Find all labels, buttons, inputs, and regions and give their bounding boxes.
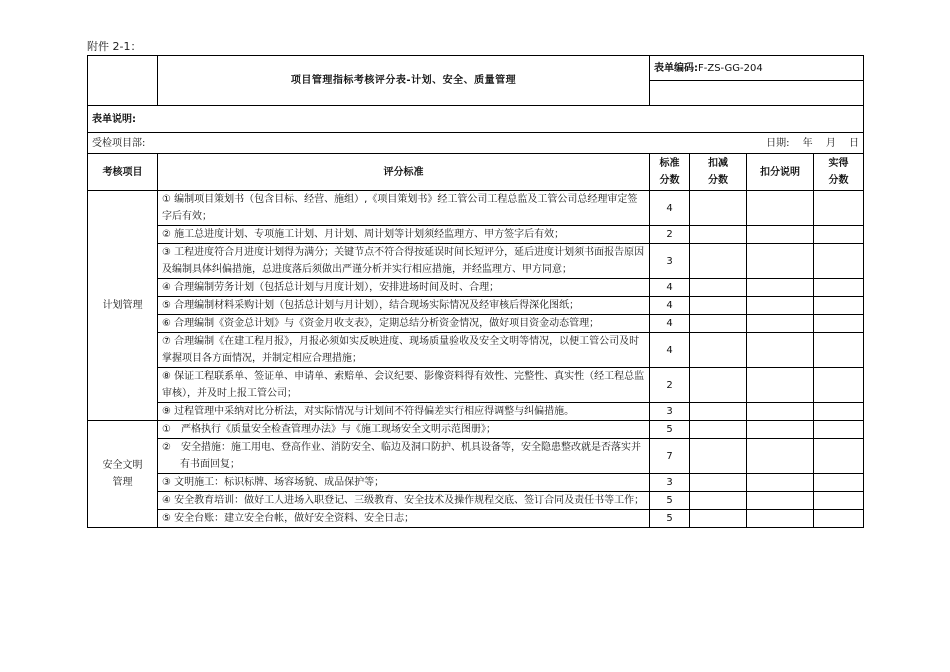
header-row-1 <box>88 56 864 81</box>
criteria-cell: ⑤ 安全台账：建立安全台帐，做好安全资料、安全日志； <box>158 510 650 528</box>
actual-score-cell[interactable] <box>814 315 864 333</box>
deduct-score-cell[interactable] <box>690 368 747 403</box>
criteria-cell: ① 严格执行《质量安全检查管理办法》与《施工现场安全文明示范图册》； <box>158 421 650 439</box>
deduct-explain-cell[interactable] <box>747 333 814 368</box>
actual-score-cell[interactable] <box>814 439 864 474</box>
deduct-explain-cell[interactable] <box>747 439 814 474</box>
deduct-score-cell[interactable] <box>690 421 747 439</box>
actual-score-cell[interactable] <box>814 191 864 226</box>
deduct-score-cell[interactable] <box>690 474 747 492</box>
date-field <box>766 135 859 152</box>
actual-score-cell[interactable] <box>814 510 864 528</box>
table-row <box>88 297 864 315</box>
standard-score-cell: 4 <box>650 191 690 226</box>
criteria-cell: ② 安全措施：施工用电、登高作业、消防安全、临边及洞口防护、机具设备等，安全隐患整改就是否落实并有书面回复； <box>158 439 650 474</box>
table-row <box>88 226 864 244</box>
actual-score-cell[interactable] <box>814 474 864 492</box>
deduct-score-cell[interactable] <box>690 403 747 421</box>
standard-score-cell: 3 <box>650 403 690 421</box>
deduct-score-cell[interactable] <box>690 226 747 244</box>
date-year: 年 <box>802 137 813 149</box>
table-row <box>88 315 864 333</box>
deduct-explain-cell[interactable] <box>747 474 814 492</box>
col-header-standard-line2: 分数 <box>659 175 680 186</box>
table-row <box>88 368 864 403</box>
deduct-score-cell[interactable] <box>690 297 747 315</box>
table-row <box>88 492 864 510</box>
col-header-deduct-line1: 扣减 <box>708 158 728 169</box>
deduct-score-cell[interactable] <box>690 244 747 279</box>
date-month: 月 <box>825 137 836 149</box>
section-name-line: 安全文明 <box>102 460 143 471</box>
table-row <box>88 279 864 297</box>
table-row <box>88 403 864 421</box>
table-row <box>88 244 864 279</box>
criteria-cell: ⑤ 合理编制材料采购计划（包括总计划与月计划），结合现场实际情况及经审核后得深化图纸； <box>158 297 650 315</box>
deduct-score-cell[interactable] <box>690 510 747 528</box>
deduct-explain-cell[interactable] <box>747 279 814 297</box>
deduct-explain-cell[interactable] <box>747 492 814 510</box>
col-header-deduct-line2: 分数 <box>708 175 728 186</box>
section-name-line: 计划管理 <box>102 300 143 311</box>
actual-score-cell[interactable] <box>814 244 864 279</box>
deduct-explain-cell[interactable] <box>747 368 814 403</box>
deduct-score-cell[interactable] <box>690 492 747 510</box>
actual-score-cell[interactable] <box>814 333 864 368</box>
date-label: 日期: <box>766 137 790 149</box>
col-header-item: 考核项目 <box>88 154 158 191</box>
deduct-explain-cell[interactable] <box>747 226 814 244</box>
actual-score-cell[interactable] <box>814 492 864 510</box>
criteria-cell: ③ 文明施工：标识标牌、场容场貌、成品保护等； <box>158 474 650 492</box>
standard-score-cell: 5 <box>650 510 690 528</box>
deduct-explain-cell[interactable] <box>747 510 814 528</box>
deduct-explain-cell[interactable] <box>747 403 814 421</box>
col-header-actual-line1: 实得 <box>828 158 849 169</box>
header-blank-cell <box>88 56 158 106</box>
criteria-cell: ④ 合理编制劳务计划（包括总计划与月度计划），安排进场时间及时、合理； <box>158 279 650 297</box>
column-header-row <box>88 154 864 191</box>
col-header-actual <box>814 154 864 191</box>
section-name <box>88 421 158 528</box>
date-day: 日 <box>849 137 860 149</box>
deduct-explain-cell[interactable] <box>747 244 814 279</box>
standard-score-cell: 7 <box>650 439 690 474</box>
deduct-explain-cell[interactable] <box>747 191 814 226</box>
section-name <box>88 191 158 421</box>
criteria-cell: ⑨ 过程管理中采纳对比分析法，对实际情况与计划间不符得偏差实行相应得调整与纠偏措施。 <box>158 403 650 421</box>
table-row <box>88 333 864 368</box>
deduct-score-cell[interactable] <box>690 315 747 333</box>
standard-score-cell: 3 <box>650 244 690 279</box>
standard-score-cell: 5 <box>650 421 690 439</box>
form-code-cell <box>650 56 864 81</box>
deduct-score-cell[interactable] <box>690 333 747 368</box>
actual-score-cell[interactable] <box>814 403 864 421</box>
evaluation-form <box>87 55 864 528</box>
form-title: 项目管理指标考核评分表-计划、安全、质量管理 <box>158 56 650 106</box>
attachment-label: 附件 2-1： <box>87 40 142 53</box>
actual-score-cell[interactable] <box>814 226 864 244</box>
criteria-cell: ⑦ 合理编制《在建工程月报》，月报必须如实反映进度、现场质量验收及安全文明等情况，以便工管公司及时掌握项目各方面情况，并制定相应合理措施； <box>158 333 650 368</box>
criteria-cell: ③ 工程进度符合月进度计划得为满分；关键节点不符合得按延误时间长短评分，延后进度计划须书面报告原因及编制具体纠偏措施，总进度落后须做出严谨分析并实行相应措施，并经监理方、甲方同意； <box>158 244 650 279</box>
form-code-label: 表单编码: <box>654 62 698 74</box>
standard-score-cell: 4 <box>650 315 690 333</box>
deduct-explain-cell[interactable] <box>747 297 814 315</box>
actual-score-cell[interactable] <box>814 297 864 315</box>
col-header-standard <box>650 154 690 191</box>
col-header-standard-line1: 标准 <box>659 158 680 169</box>
col-header-criteria: 评分标准 <box>158 154 650 191</box>
deduct-score-cell[interactable] <box>690 439 747 474</box>
criteria-cell: ② 施工总进度计划、专项施工计划、月计划、周计划等计划须经监理方、甲方签字后有效； <box>158 226 650 244</box>
standard-score-cell: 3 <box>650 474 690 492</box>
standard-score-cell: 4 <box>650 297 690 315</box>
table-row <box>88 439 864 474</box>
col-header-actual-line2: 分数 <box>828 175 849 186</box>
form-note-row <box>88 106 864 133</box>
section-name-line: 管理 <box>112 477 133 488</box>
actual-score-cell[interactable] <box>814 368 864 403</box>
table-row <box>88 510 864 528</box>
col-header-deduct <box>690 154 747 191</box>
criteria-cell: ① 编制项目策划书（包含目标、经营、施组）,《项目策划书》经工管公司工程总监及工管公司总经理审定签字后有效； <box>158 191 650 226</box>
form-code-value: F-ZS-GG-204 <box>698 62 763 74</box>
deduct-score-cell[interactable] <box>690 279 747 297</box>
table-row <box>88 474 864 492</box>
standard-score-cell: 5 <box>650 492 690 510</box>
project-date-cell <box>88 133 864 154</box>
deduct-explain-cell[interactable] <box>747 315 814 333</box>
table-row <box>88 421 864 439</box>
form-note-label: 表单说明: <box>88 106 864 133</box>
actual-score-cell[interactable] <box>814 279 864 297</box>
criteria-cell: ④ 安全教育培训：做好工人进场入职登记、三级教育、安全技术及操作规程交底、签订合同及责任书等工作； <box>158 492 650 510</box>
criteria-cell: ⑥ 合理编制《资金总计划》与《资金月收支表》，定期总结分析资金情况，做好项目资金动态管理； <box>158 315 650 333</box>
project-row <box>88 133 864 154</box>
standard-score-cell: 4 <box>650 279 690 297</box>
deduct-explain-cell[interactable] <box>747 421 814 439</box>
standard-score-cell: 4 <box>650 333 690 368</box>
criteria-cell: ⑧ 保证工程联系单、签证单、申请单、索赔单、会议纪要、影像资料得有效性、完整性、真实性（经工程总监审核），并及时上报工管公司； <box>158 368 650 403</box>
deduct-score-cell[interactable] <box>690 191 747 226</box>
form-code-blank-cell <box>650 81 864 106</box>
col-header-explain: 扣分说明 <box>747 154 814 191</box>
table-row <box>88 191 864 226</box>
project-label: 受检项目部: <box>92 137 146 149</box>
standard-score-cell: 2 <box>650 226 690 244</box>
standard-score-cell: 2 <box>650 368 690 403</box>
actual-score-cell[interactable] <box>814 421 864 439</box>
